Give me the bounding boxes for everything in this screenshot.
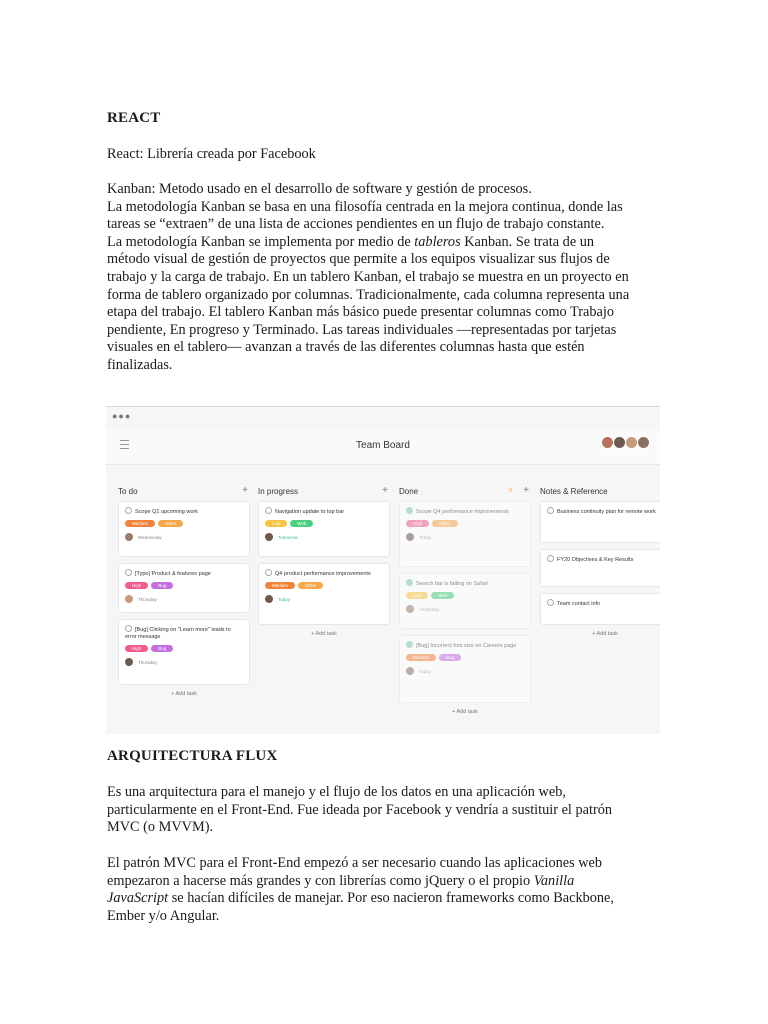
kanban-board-screenshot [106, 406, 660, 734]
check-icon[interactable] [265, 569, 272, 576]
task-card[interactable] [258, 563, 390, 625]
tag: Medium [406, 654, 436, 661]
card-title: Team contact info [557, 601, 601, 607]
tag: Other [432, 520, 457, 527]
due-date: Today [278, 597, 291, 602]
tag: Web [290, 520, 313, 527]
due-date: Tomorrow [278, 535, 298, 540]
card-title: [Bug] Clicking on "Learn more" leads to error message [125, 627, 231, 640]
react-heading: REACT [107, 110, 161, 126]
vanilla-emphasis: Vanilla [533, 872, 575, 889]
flux-paragraph-1 [107, 784, 663, 837]
card-title: Navigation update to top bar [275, 509, 345, 515]
kanban-line: forma de tablero organizado por columnas. Tradicionalmente, cada columna representa una [107, 286, 630, 303]
javascript-emphasis: JavaScript [107, 890, 169, 907]
tag: Bug [151, 582, 173, 589]
flux-paragraph-2 [107, 855, 663, 925]
tag: Other [298, 582, 323, 589]
tag: High [125, 645, 148, 652]
kanban-line: etapa del trabajo. El tablero Kanban más básico puede presentar columnas como Trabajo [107, 304, 614, 321]
task-card[interactable] [118, 563, 250, 613]
board-title: Team Board [356, 440, 410, 451]
note-card[interactable] [540, 501, 660, 543]
task-card[interactable] [118, 619, 250, 685]
tag: Web [431, 592, 454, 599]
check-icon[interactable] [547, 507, 554, 514]
lightning-icon[interactable]: ⚡ [507, 485, 514, 495]
add-icon[interactable]: + [382, 485, 388, 496]
column-title: Notes & Reference [540, 487, 608, 496]
check-icon[interactable] [547, 555, 554, 562]
kanban-line: La metodología Kanban se basa en una filosofía centrada en la mejora continua, donde las [107, 198, 623, 215]
team-avatars [602, 436, 650, 449]
due-date: Thursday [138, 597, 157, 602]
flux-line: empezaron a hacerse más grandes y con librerías como jQuery o el propio Vanilla [107, 872, 575, 889]
add-task-button[interactable]: + Add task [311, 631, 337, 637]
flux-heading: ARQUITECTURA FLUX [107, 748, 278, 764]
kanban-line: tareas se “extraen” de una lista de acciones pendientes en un flujo de trabajo constante. [107, 216, 605, 233]
task-card[interactable] [399, 573, 531, 629]
card-title: [Typo] Product & features page [135, 571, 211, 577]
kanban-line: visuales en el tablero— avanzan a través de las diferentes columnas hasta que estén [107, 339, 585, 356]
due-date: Yesterday [419, 607, 439, 612]
check-icon[interactable] [265, 507, 272, 514]
card-title: Scope Q1 upcoming work [135, 509, 198, 515]
check-icon[interactable] [125, 625, 132, 632]
column-title: To do [118, 487, 138, 496]
kanban-line: método visual de gestión de proyectos que permite a los equipos visualizar sus flujos de [107, 251, 610, 268]
task-card[interactable] [399, 635, 531, 703]
avatar [637, 436, 650, 449]
board-topbar [106, 429, 660, 465]
tag: Medium [265, 582, 295, 589]
column-header [118, 487, 250, 501]
due-date: Wednesday [138, 535, 162, 540]
add-task-button[interactable]: + Add task [452, 709, 478, 715]
card-title: Search bar is failing on Safari [416, 581, 488, 587]
avatar [125, 533, 133, 541]
window-dots-icon: ●●● [112, 411, 132, 421]
kanban-line: La metodología Kanban se implementa por medio de tableros Kanban. Se trata de un [107, 233, 595, 250]
tag: Medium [125, 520, 155, 527]
add-icon[interactable]: + [523, 485, 529, 496]
card-title: FY20 Objectives & Key Results [557, 557, 634, 563]
add-icon[interactable]: + [242, 485, 248, 496]
check-icon[interactable] [406, 507, 413, 514]
task-card[interactable] [118, 501, 250, 557]
tag: Low [406, 592, 428, 599]
check-icon[interactable] [547, 599, 554, 606]
avatar [125, 658, 133, 666]
check-icon[interactable] [406, 641, 413, 648]
avatar [265, 595, 273, 603]
flux-line: El patrón MVC para el Front-End empezó a ser necesario cuando las aplicaciones web [107, 855, 603, 871]
flux-line: MVC (o MVVM). [107, 819, 214, 836]
avatar [265, 533, 273, 541]
column-done [399, 487, 531, 715]
tag: High [125, 582, 148, 589]
column-header [258, 487, 390, 501]
tag: Bug [151, 645, 173, 652]
kanban-line: finalizadas. [107, 356, 173, 373]
add-task-button[interactable]: + Add task [171, 691, 197, 697]
kanban-line: Kanban: Metodo usado en el desarrollo de software y gestión de procesos. [107, 181, 532, 197]
task-card[interactable] [399, 501, 531, 567]
note-card[interactable] [540, 593, 660, 625]
flux-line: Es una arquitectura para el manejo y el flujo de los datos en una aplicación web, [107, 784, 566, 800]
task-card[interactable] [258, 501, 390, 557]
avatar [125, 595, 133, 603]
column-header [540, 487, 660, 501]
kanban-line: trabajo y la carga de trabajo. En un tablero Kanban, el trabajo se muestra en un proyecto en [107, 268, 629, 285]
note-card[interactable] [540, 549, 660, 587]
avatar [406, 605, 414, 613]
avatar [406, 533, 414, 541]
kanban-paragraph [107, 181, 663, 375]
check-icon[interactable] [125, 507, 132, 514]
check-icon[interactable] [406, 579, 413, 586]
due-date: Today [419, 535, 432, 540]
column-notes-reference [540, 487, 660, 637]
avatar [406, 667, 414, 675]
react-intro: React: Librería creada por Facebook [107, 146, 316, 162]
card-title: Q4 product performance improvements [275, 571, 371, 577]
column-title: Done [399, 487, 419, 496]
column-title: In progress [258, 487, 299, 496]
tag: Other [158, 520, 183, 527]
flux-line: JavaScript se hacían difíciles de manejar. Por eso nacieron frameworks como Backbone, [107, 890, 614, 907]
column-in-progress [258, 487, 390, 637]
column-to-do [118, 487, 250, 697]
kanban-line: pendiente, En progreso y Terminado. Las tareas individuales —representadas por tarjetas [107, 321, 617, 338]
card-title: Scope Q4 performance improvements [416, 509, 509, 515]
tag: Low [265, 520, 287, 527]
tableros-emphasis: tableros [414, 233, 461, 250]
due-date: Today [419, 669, 432, 674]
due-date: Thursday [138, 660, 157, 665]
check-icon[interactable] [125, 569, 132, 576]
tag: Bug [439, 654, 461, 661]
card-title: [Bug] Incorrect font size on Careers page [416, 643, 517, 649]
column-header [399, 487, 531, 501]
window-titlebar [106, 407, 660, 429]
add-task-button[interactable]: + Add task [592, 631, 618, 637]
flux-line: Ember y/o Angular. [107, 907, 220, 924]
flux-line: particularmente en el Front-End. Fue ideada por Facebook y vendría a sustituir el patrón [107, 801, 612, 818]
tag: High [406, 520, 429, 527]
card-title: Business continuity plan for remote work [557, 509, 656, 515]
